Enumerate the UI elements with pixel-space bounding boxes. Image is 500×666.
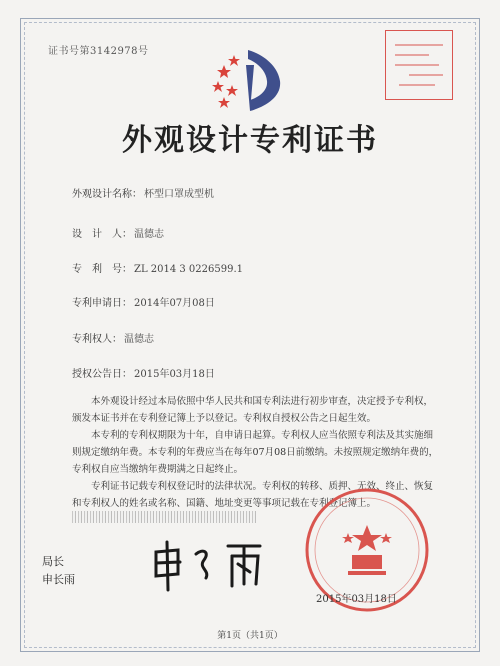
field-design-name bbox=[72, 185, 214, 200]
director-name: 申长雨 bbox=[42, 573, 75, 586]
page-footer: 第1页（共1页） bbox=[217, 631, 283, 641]
patent-office-logo bbox=[210, 45, 290, 115]
field-patentee bbox=[72, 330, 154, 345]
field-grant-date bbox=[72, 365, 215, 380]
field-patent-number bbox=[72, 260, 243, 275]
field-label: 外观设计名称： bbox=[72, 189, 142, 200]
office-stamp bbox=[385, 30, 453, 100]
field-value: ZL 2014 3 0226599.1 bbox=[134, 264, 244, 275]
field-designer bbox=[72, 225, 164, 240]
field-value: 温德志 bbox=[124, 334, 154, 345]
page-title: 外观设计专利证书 bbox=[122, 123, 378, 158]
seal-date: 2015年03月18日 bbox=[316, 594, 397, 605]
paragraph-status: 专利证书记载专利权登记时的法律状况。专利权的转移、质押、无效、终止、恢复和专利权人的姓名或名称、国籍、地址变更等事项记载在专利登记簿上。 bbox=[72, 481, 434, 509]
paragraph-term: 本专利的专利权期限为十年，自申请日起算。专利权人应当依照专利法及其实施细则规定缴纳年费。本专利的年费应当在每年07月08日前缴纳。未按照规定缴纳年费的，专利权自应当缴纳年费期满之日起终止。 bbox=[72, 430, 439, 475]
director-title: 局长 bbox=[42, 555, 64, 568]
field-label: 专 利 号： bbox=[72, 264, 132, 275]
certificate-number: 证书号第3142978号 bbox=[48, 46, 149, 57]
field-value: 杯型口罩成型机 bbox=[144, 189, 214, 200]
field-value: 2014年07月08日 bbox=[134, 298, 215, 309]
field-value: 温德志 bbox=[134, 229, 164, 240]
field-label: 授权公告日： bbox=[72, 369, 132, 380]
director-block bbox=[42, 553, 75, 589]
director-signature bbox=[148, 538, 268, 593]
security-strip bbox=[72, 511, 257, 523]
field-value: 2015年03月18日 bbox=[134, 369, 215, 380]
field-label: 专利申请日： bbox=[72, 298, 132, 309]
paragraph-grant: 本外观设计经过本局依照中华人民共和国专利法进行初步审查，决定授予专利权，颁发本证书并在专利登记簿上予以登记。专利权自授权公告之日起生效。 bbox=[72, 396, 434, 424]
field-label: 专利权人： bbox=[72, 334, 122, 345]
field-label: 设 计 人： bbox=[72, 229, 132, 240]
field-application-date bbox=[72, 294, 215, 309]
